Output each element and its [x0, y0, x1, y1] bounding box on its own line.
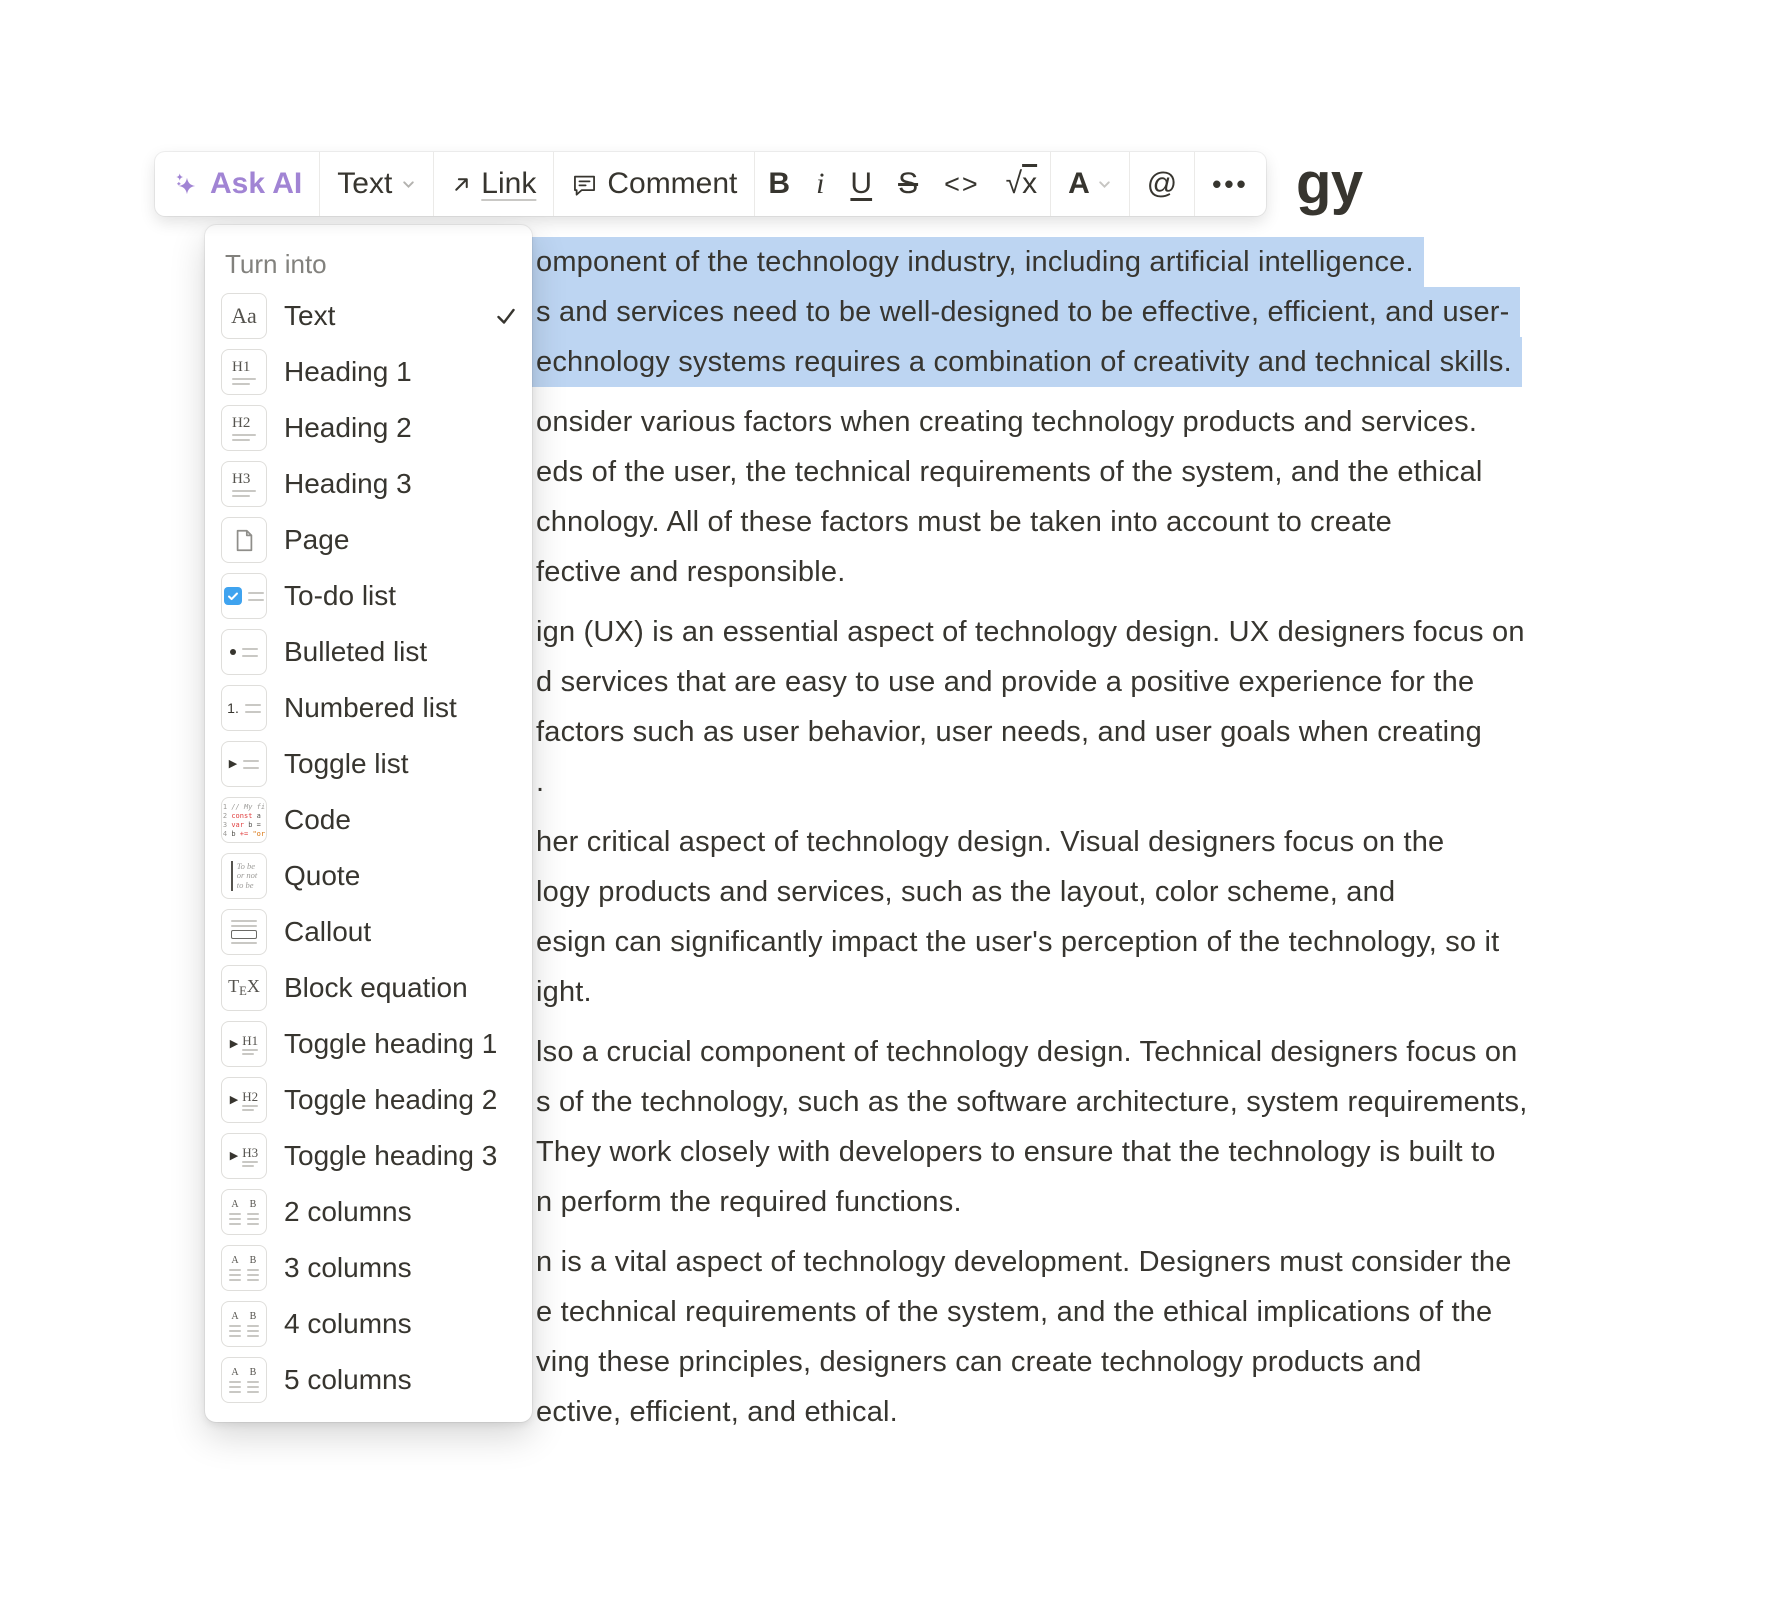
paragraph[interactable]	[536, 237, 1527, 387]
chevron-down-icon	[401, 177, 416, 192]
heading2-icon: H2	[221, 405, 267, 451]
more-options-button[interactable]	[1195, 152, 1265, 216]
menu-item-toggle-heading-2[interactable]	[205, 1072, 532, 1128]
menu-item-label: Quote	[284, 860, 361, 891]
paragraph[interactable]	[536, 607, 1527, 807]
menu-item-heading-2[interactable]	[205, 400, 532, 456]
text-color-button[interactable]	[1051, 152, 1129, 216]
menu-item-quote[interactable]	[205, 848, 532, 904]
menu-item-label: Toggle list	[284, 748, 409, 779]
toggle-heading1-icon: ▶ H1	[221, 1021, 267, 1067]
menu-item-label: Bulleted list	[284, 636, 428, 667]
menu-item-numbered-list[interactable]	[205, 680, 532, 736]
text-line-selected: s and services need to be well-designed to be effective, efficient, and user-	[536, 287, 1520, 337]
menu-item-page[interactable]	[205, 512, 532, 568]
text-line: e technical requirements of the system, and the ethical implications of the	[536, 1296, 1493, 1328]
italic-button[interactable]	[803, 152, 837, 216]
menu-item-2-columns[interactable]	[205, 1184, 532, 1240]
heading3-icon: H3	[221, 461, 267, 507]
menu-item-label: Callout	[284, 916, 372, 947]
ask-ai-label: Ask AI	[210, 167, 303, 200]
menu-item-label: Text	[284, 300, 336, 331]
heading1-icon: H1	[221, 349, 267, 395]
code-button[interactable]	[931, 152, 993, 216]
sparkle-icon	[172, 170, 201, 199]
menu-item-label: Toggle heading 1	[284, 1028, 498, 1059]
code-block-icon: 1 // My fi 2 const a 3 var b = 4 b += "or	[221, 797, 267, 843]
menu-item-label: 4 columns	[284, 1308, 412, 1339]
bold-glyph: B	[768, 167, 791, 200]
text-line: ving these principles, designers can create technology products and	[536, 1346, 1422, 1378]
text-line: n perform the required functions.	[536, 1186, 962, 1218]
turn-into-current-value: Text	[337, 167, 393, 200]
aa-icon: Aa	[221, 293, 267, 339]
paragraph[interactable]	[536, 1237, 1527, 1437]
text-line-selected: echnology systems requires a combination of creativity and technical skills.	[536, 337, 1522, 387]
text-line: .	[536, 766, 545, 798]
columns-icon: A B	[221, 1189, 267, 1235]
menu-item-5-columns[interactable]	[205, 1352, 532, 1408]
menu-item-label: 2 columns	[284, 1196, 412, 1227]
text-line: lso a crucial component of technology design. Technical designers focus on	[536, 1036, 1518, 1068]
menu-item-to-do-list[interactable]	[205, 568, 532, 624]
comment-bubble-icon	[571, 171, 598, 198]
text-line: esign can significantly impact the user's perception of the technology, so it	[536, 926, 1500, 958]
code-glyph: <>	[944, 168, 980, 199]
ask-ai-button[interactable]	[155, 152, 319, 216]
paragraph[interactable]	[536, 397, 1527, 597]
text-line: eds of the user, the technical requirements of the system, and the ethical	[536, 456, 1483, 488]
text-color-glyph: A	[1068, 167, 1090, 200]
text-line: ight.	[536, 976, 592, 1008]
text-line: onsider various factors when creating technology products and services.	[536, 406, 1478, 438]
text-line: ign (UX) is an essential aspect of technology design. UX designers focus on	[536, 616, 1525, 648]
turn-into-menu	[205, 225, 532, 1422]
menu-item-label: Code	[284, 804, 351, 835]
check-icon	[494, 304, 518, 328]
text-line: ective, efficient, and ethical.	[536, 1396, 898, 1428]
menu-item-label: Page	[284, 524, 350, 555]
callout-icon	[221, 909, 267, 955]
menu-item-toggle-heading-1[interactable]	[205, 1016, 532, 1072]
menu-item-label: To-do list	[284, 580, 397, 611]
toggle-list-icon: ▶	[221, 741, 267, 787]
comment-button[interactable]	[554, 152, 754, 216]
menu-item-label: Heading 2	[284, 412, 412, 443]
strikethrough-glyph: S	[898, 167, 919, 200]
menu-item-heading-3[interactable]	[205, 456, 532, 512]
comment-label: Comment	[607, 167, 738, 200]
text-line: n is a vital aspect of technology development. Designers must consider the	[536, 1246, 1512, 1278]
paragraph[interactable]	[536, 817, 1527, 1017]
text-line: d services that are easy to use and provide a positive experience for the	[536, 666, 1475, 698]
menu-item-label: Toggle heading 3	[284, 1140, 498, 1171]
menu-item-text[interactable]	[205, 288, 532, 344]
columns-icon: A B	[221, 1357, 267, 1403]
menu-item-label: 5 columns	[284, 1364, 412, 1395]
link-label: Link	[481, 167, 537, 200]
menu-item-label: Heading 3	[284, 468, 412, 499]
menu-item-block-equation[interactable]	[205, 960, 532, 1016]
columns-icon: A B	[221, 1245, 267, 1291]
mention-glyph: @	[1146, 167, 1178, 200]
mention-button[interactable]	[1130, 152, 1194, 216]
italic-glyph: i	[816, 167, 825, 200]
arrow-up-right-icon	[451, 174, 472, 195]
editor-text-area[interactable]	[536, 237, 1527, 1447]
bold-button[interactable]	[755, 152, 803, 216]
equation-glyph: √x	[1005, 167, 1038, 200]
text-line: logy products and services, such as the layout, color scheme, and	[536, 876, 1396, 908]
turn-into-dropdown-trigger[interactable]	[320, 152, 433, 216]
underline-button[interactable]	[837, 152, 885, 216]
tex-equation-icon: TEX	[221, 965, 267, 1011]
text-line: fective and responsible.	[536, 556, 846, 588]
columns-icon: A B	[221, 1301, 267, 1347]
text-line: s of the technology, such as the software architecture, system requirements,	[536, 1086, 1528, 1118]
menu-item-toggle-heading-3[interactable]	[205, 1128, 532, 1184]
page-icon	[221, 517, 267, 563]
menu-item-label: Toggle heading 2	[284, 1084, 498, 1115]
text-line: factors such as user behavior, user needs, and user goals when creating	[536, 716, 1482, 748]
menu-item-3-columns[interactable]	[205, 1240, 532, 1296]
menu-item-code[interactable]	[205, 792, 532, 848]
formatting-toolbar	[155, 152, 1266, 216]
ellipsis-icon: •••	[1212, 168, 1249, 199]
menu-item-toggle-list[interactable]	[205, 736, 532, 792]
menu-item-label: 3 columns	[284, 1252, 412, 1283]
menu-item-bulleted-list[interactable]	[205, 624, 532, 680]
toggle-heading2-icon: ▶ H2	[221, 1077, 267, 1123]
menu-item-label: Numbered list	[284, 692, 457, 723]
menu-item-callout[interactable]	[205, 904, 532, 960]
quote-icon: To be or not to be	[221, 853, 267, 899]
link-button[interactable]	[434, 152, 553, 216]
numbered-list-icon: 1.	[221, 685, 267, 731]
page-title[interactable]: gy	[1296, 151, 1363, 216]
todo-checkbox-icon	[221, 573, 267, 619]
paragraph[interactable]	[536, 1027, 1527, 1227]
strikethrough-button[interactable]	[885, 152, 931, 216]
text-line: chnology. All of these factors must be taken into account to create	[536, 506, 1392, 538]
menu-item-label: Heading 1	[284, 356, 412, 387]
menu-item-heading-1[interactable]	[205, 344, 532, 400]
text-line-selected: omponent of the technology industry, including artificial intelligence.	[536, 237, 1424, 287]
bullet-list-icon	[221, 629, 267, 675]
text-line: They work closely with developers to ensure that the technology is built to	[536, 1136, 1496, 1168]
equation-button[interactable]	[993, 152, 1050, 216]
text-line: her critical aspect of technology design. Visual designers focus on the	[536, 826, 1445, 858]
menu-item-label: Block equation	[284, 972, 468, 1003]
turn-into-menu-header: Turn into	[225, 249, 327, 279]
toggle-heading3-icon: ▶ H3	[221, 1133, 267, 1179]
chevron-down-icon	[1097, 177, 1112, 192]
underline-glyph: U	[850, 167, 873, 200]
menu-item-4-columns[interactable]	[205, 1296, 532, 1352]
